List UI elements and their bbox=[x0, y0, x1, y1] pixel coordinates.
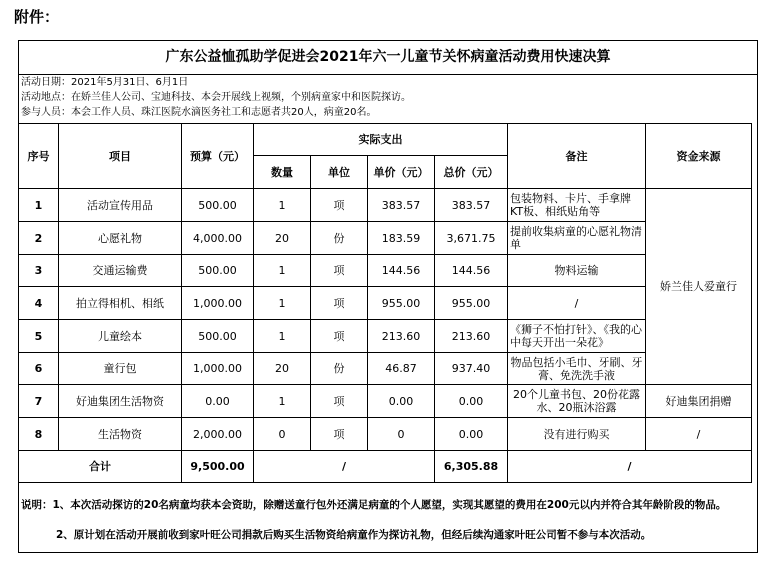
row-unit-price: 213.60 bbox=[368, 320, 435, 353]
row-item: 拍立得相机、相纸 bbox=[59, 287, 182, 320]
row-item: 生活物资 bbox=[59, 418, 182, 451]
row-total-price: 144.56 bbox=[435, 255, 508, 287]
row-item: 童行包 bbox=[59, 353, 182, 385]
header-actual: 实际支出 bbox=[254, 124, 508, 156]
header-total-price: 总价（元） bbox=[435, 156, 508, 189]
row-budget: 0.00 bbox=[182, 385, 254, 418]
row-item: 好迪集团生活物资 bbox=[59, 385, 182, 418]
row-unit-price: 0 bbox=[368, 418, 435, 451]
document-title: 广东公益恤孤助学促进会2021年六一儿童节关怀病童活动费用快速决算 bbox=[19, 41, 757, 75]
fund-source-haodi: 好迪集团捐赠 bbox=[646, 385, 752, 418]
table-row bbox=[19, 385, 752, 418]
row-budget: 500.00 bbox=[182, 320, 254, 353]
total-price: 6,305.88 bbox=[435, 451, 508, 483]
row-no: 5 bbox=[19, 320, 59, 353]
table-row bbox=[19, 320, 752, 353]
row-budget: 1,000.00 bbox=[182, 353, 254, 385]
row-total-price: 0.00 bbox=[435, 418, 508, 451]
header-qty: 数量 bbox=[254, 156, 311, 189]
table-row bbox=[19, 353, 752, 385]
row-total-price: 213.60 bbox=[435, 320, 508, 353]
row-qty: 0 bbox=[254, 418, 311, 451]
row-item: 儿童绘本 bbox=[59, 320, 182, 353]
row-qty: 1 bbox=[254, 255, 311, 287]
row-total-price: 937.40 bbox=[435, 353, 508, 385]
row-qty: 1 bbox=[254, 189, 311, 222]
row-unit: 项 bbox=[311, 287, 368, 320]
total-label: 合计 bbox=[19, 451, 182, 483]
row-qty: 1 bbox=[254, 287, 311, 320]
table-row bbox=[19, 222, 752, 255]
row-remark: 提前收集病童的心愿礼物清单 bbox=[508, 222, 646, 255]
table-row bbox=[19, 255, 752, 287]
row-remark: 《狮子不怕打针》、《我的心中每天开出一朵花》 bbox=[508, 320, 646, 353]
total-tail-slash: / bbox=[508, 451, 752, 483]
row-qty: 1 bbox=[254, 385, 311, 418]
row-budget: 500.00 bbox=[182, 255, 254, 287]
row-qty: 20 bbox=[254, 353, 311, 385]
row-total-price: 3,671.75 bbox=[435, 222, 508, 255]
row-total-price: 383.57 bbox=[435, 189, 508, 222]
row-total-price: 0.00 bbox=[435, 385, 508, 418]
row-unit-price: 183.59 bbox=[368, 222, 435, 255]
row-unit: 份 bbox=[311, 353, 368, 385]
row-remark: 物品包括小毛巾、牙刷、牙膏、免洗洗手液 bbox=[508, 353, 646, 385]
header-budget: 预算（元） bbox=[182, 124, 254, 189]
table-row bbox=[19, 418, 752, 451]
row-unit: 项 bbox=[311, 255, 368, 287]
table-header-row bbox=[19, 124, 752, 156]
header-unit: 单位 bbox=[311, 156, 368, 189]
attachment-label: 附件： bbox=[14, 8, 60, 26]
row-total-price: 955.00 bbox=[435, 287, 508, 320]
row-no: 6 bbox=[19, 353, 59, 385]
fund-source-none: / bbox=[646, 418, 752, 451]
table-row bbox=[19, 189, 752, 222]
row-remark: 20个儿童书包、20份花露水、20瓶沐浴露 bbox=[508, 385, 646, 418]
row-budget: 4,000.00 bbox=[182, 222, 254, 255]
row-budget: 1,000.00 bbox=[182, 287, 254, 320]
row-unit: 份 bbox=[311, 222, 368, 255]
total-budget: 9,500.00 bbox=[182, 451, 254, 483]
row-qty: 20 bbox=[254, 222, 311, 255]
row-no: 2 bbox=[19, 222, 59, 255]
row-no: 3 bbox=[19, 255, 59, 287]
row-remark: / bbox=[508, 287, 646, 320]
row-unit-price: 0.00 bbox=[368, 385, 435, 418]
row-unit: 项 bbox=[311, 385, 368, 418]
row-remark: 物料运输 bbox=[508, 255, 646, 287]
note-2: 2、原计划在活动开展前收到家叶旺公司捐款后购买生活物资给病童作为探访礼物，但经后续沟通家叶旺公司暂不参与本次活动。 bbox=[56, 529, 652, 541]
fund-source-jlj: 娇兰佳人爱童行 bbox=[646, 189, 752, 385]
row-unit: 项 bbox=[311, 320, 368, 353]
row-item: 心愿礼物 bbox=[59, 222, 182, 255]
row-no: 7 bbox=[19, 385, 59, 418]
header-fund: 资金来源 bbox=[646, 124, 752, 189]
row-unit: 项 bbox=[311, 418, 368, 451]
note-1: 说明：1、本次活动探访的20名病童均获本会资助，除赠送童行包外还满足病童的个人愿望，实现其愿望的费用在200元以内并符合其年龄阶段的物品。 bbox=[21, 499, 727, 511]
row-remark: 没有进行购买 bbox=[508, 418, 646, 451]
row-budget: 500.00 bbox=[182, 189, 254, 222]
activity-location: 活动地点：在娇兰佳人公司、宝迪科技、本会开展线上视频，个别病童家中和医院探访。 bbox=[21, 92, 411, 103]
row-item: 交通运输费 bbox=[59, 255, 182, 287]
row-no: 1 bbox=[19, 189, 59, 222]
activity-participants: 参与人员：本会工作人员、珠江医院水滴医务社工和志愿者共20人，病童20名。 bbox=[21, 107, 377, 118]
row-unit-price: 144.56 bbox=[368, 255, 435, 287]
settlement-document bbox=[18, 40, 758, 553]
activity-date: 活动日期：2021年5月31日、6月1日 bbox=[21, 77, 189, 88]
row-qty: 1 bbox=[254, 320, 311, 353]
totals-row bbox=[19, 451, 752, 483]
header-no: 序号 bbox=[19, 124, 59, 189]
table-row bbox=[19, 287, 752, 320]
row-no: 4 bbox=[19, 287, 59, 320]
row-unit: 项 bbox=[311, 189, 368, 222]
row-remark: 包装物料、卡片、手拿牌KT板、相纸贴角等 bbox=[508, 189, 646, 222]
row-unit-price: 46.87 bbox=[368, 353, 435, 385]
total-actual-slash: / bbox=[254, 451, 435, 483]
expense-table bbox=[18, 123, 752, 483]
row-budget: 2,000.00 bbox=[182, 418, 254, 451]
header-unit-price: 单价（元） bbox=[368, 156, 435, 189]
row-unit-price: 955.00 bbox=[368, 287, 435, 320]
row-item: 活动宣传用品 bbox=[59, 189, 182, 222]
header-remark: 备注 bbox=[508, 124, 646, 189]
header-item: 项目 bbox=[59, 124, 182, 189]
row-unit-price: 383.57 bbox=[368, 189, 435, 222]
row-no: 8 bbox=[19, 418, 59, 451]
